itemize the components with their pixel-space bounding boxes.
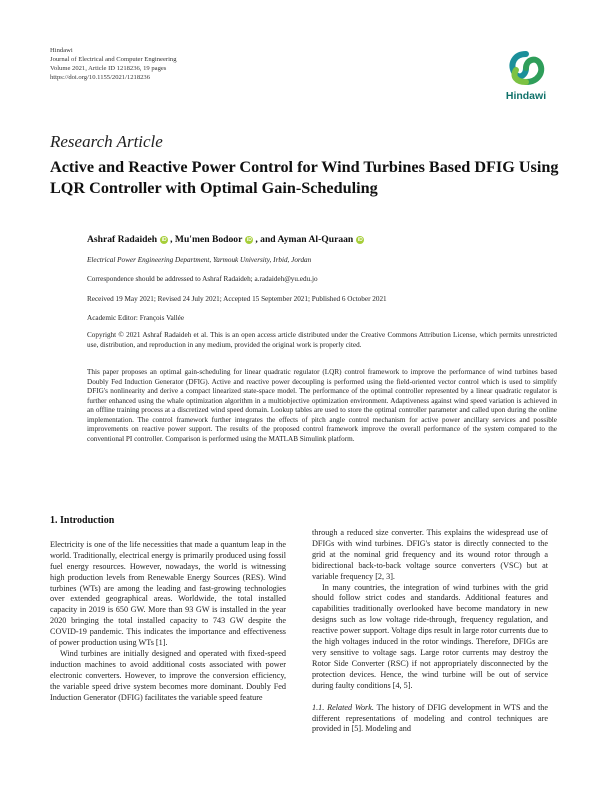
hindawi-logo-icon — [496, 46, 556, 90]
author-list — [87, 234, 366, 245]
column-left — [50, 512, 286, 704]
author-name[interactable]: Mu'men Bodoor — [174, 234, 243, 245]
hindawi-logo[interactable] — [496, 46, 556, 106]
paragraph — [312, 703, 548, 736]
orcid-icon[interactable]: iD — [161, 237, 167, 243]
subsection-label: 1.1. Related Work. — [312, 702, 374, 712]
copyright-notice: Copyright © 2021 Ashraf Radaideh et al. This is an open access article distributed under the Creative Commons Attribution License, which permits unrestricted use, distribution, and reproduction in any medium, provided the original work is properly cited. — [87, 331, 557, 349]
author-name[interactable]: Ashraf Radaideh — [87, 234, 158, 245]
paragraph: through a reduced size converter. This explains the widespread use of DFIGs with wind turbines. DFIG's stator is directly connected to the grid at the nominal grid frequency and its wound rotor through a bidirectional back-to-back voltage source converters (VSC) but at variable frequency [2, 3]. — [312, 528, 548, 581]
journal-name: Journal of Electrical and Computer Engineering — [50, 56, 177, 63]
doi-link[interactable]: https://doi.org/10.1155/2021/1218236 — [50, 74, 151, 81]
paragraph: In many countries, the integration of wind turbines with the grid should follow strict codes and standards. Additional features and capabilities traditionally overlooked have become mandatory in new designs such as low voltage ride-through, frequency regulation, and reactive power support. Voltage dips result in large rotor currents due to the high voltages induced in the rotor windings. Therefore, DFIGs are very sensitive to voltage sags. Large rotor currents may destroy the Rotor Side Converter (RSC) if not appropriately disconnected by the protection devices. Hence, the wind turbine will be out of service during faulty conditions [4, 5]. — [312, 582, 548, 690]
paragraph: Electricity is one of the life necessities that made a quantum leap in the world. Traditionally, electrical energy is primarily produced using fossil fuel energy resources. However, nowadays, the world is witnessing high production levels from Renewable Energy Sources (RES). Wind turbines (WTs) are among the leading and fast-growing technologies over extended geographical areas. Worldwide, the total installed capacity in 2019 is 650 GW. More than 93 GW is installed in the year 2020 bringing the total installed capacity to 743 GW despite the COVID-19 pandemic. This indicates the importance and effectiveness of power production using WTs [1]. — [50, 539, 286, 648]
orcid-icon[interactable]: iD — [357, 237, 363, 243]
logo-text: Hindawi — [505, 90, 547, 102]
section-heading: 1. Introduction — [50, 515, 115, 526]
publisher-name: Hindawi — [50, 47, 73, 54]
academic-editor: Academic Editor: François Vallée — [87, 314, 185, 322]
publication-dates: Received 19 May 2021; Revised 24 July 2021; Accepted 15 September 2021; Published 6 October 2021 — [87, 295, 387, 303]
volume-info: Volume 2021, Article ID 1218236, 19 pages — [50, 65, 167, 72]
correspondence: Correspondence should be addressed to Ashraf Radaideh; a.radaideh@yu.edu.jo — [87, 275, 318, 283]
paragraph: Wind turbines are initially designed and operated with fixed-speed induction machines to avoid additional costs associated with power electronic converters. However, to improve the conversion efficiency, the variable speed drive system becomes more dominant. Doubly Fed Induction Generator (DFIG) facilitates the variable speed feature — [50, 648, 286, 702]
author-separator: , and — [255, 234, 278, 245]
abstract: This paper proposes an optimal gain-scheduling for linear quadratic regulator (LQR) control framework to improve the performance of wind turbines based Doubly Fed Induction Generator (DFIG). Active and reactive power decoupling is performed using the field-oriented vector control which is used to simplify DFIG's nonlinearity and derive a compact linearized state-space model. The performance of the optimal controller represented by a linear quadratic regulator is further enhanced using the whale optimization algorithm in a multiobjective optimization environment. Adaptiveness against wind speed variation is achieved in an offline training process at a discretized wind speed domain. Lookup tables are used to store the optimal controller parameter and called upon during the online implementation. The control framework further integrates the effects of pitch angle control mechanism for active power ancillary services and possible improvements on reactive power support. The results of the proposed control framework improve the overall performance of the system compared to the conventional PI controller. Comparison is performed using the MATLAB Simulink platform. — [87, 368, 557, 443]
author-name[interactable]: Ayman Al-Quraan — [277, 234, 354, 245]
affiliation: Electrical Power Engineering Department, Yarmouk University, Irbid, Jordan — [87, 256, 312, 264]
column-right — [312, 528, 548, 735]
article-title: Active and Reactive Power Control for Wind Turbines Based DFIG Using LQR Controller with Optimal Gain-Scheduling — [50, 158, 559, 197]
author-separator: , — [170, 234, 175, 245]
subsection-text: The history of DFIG development in WTS and the different representations of modeling and control techniques are provided in [5]. Modeling and — [312, 702, 548, 734]
orcid-icon[interactable]: iD — [246, 237, 252, 243]
article-type: Research Article — [50, 132, 163, 151]
journal-info — [50, 46, 177, 82]
